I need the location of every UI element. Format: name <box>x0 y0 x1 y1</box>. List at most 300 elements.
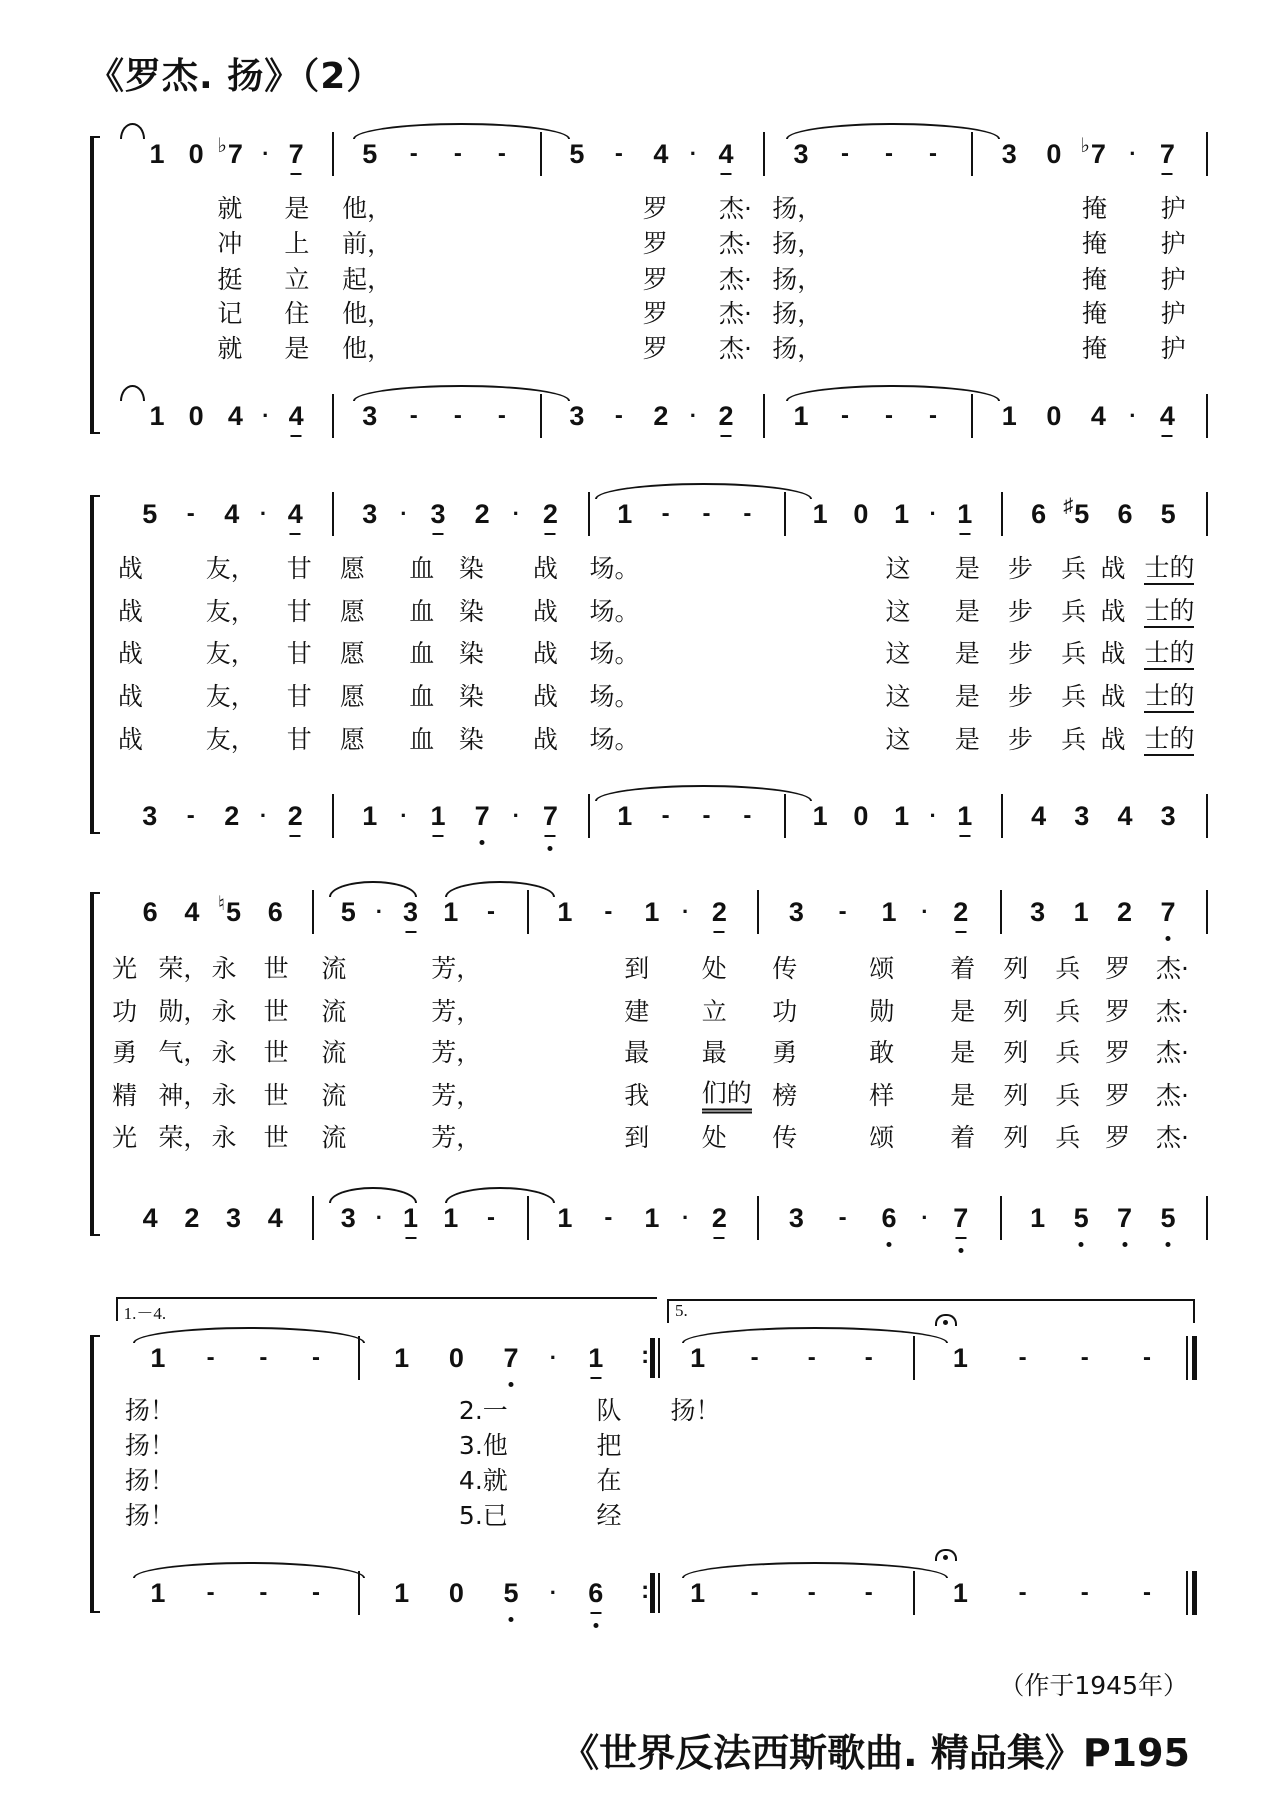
lyric-syllable: 永 <box>211 1080 237 1110</box>
note <box>403 897 418 927</box>
augmentation-dot <box>1129 139 1136 169</box>
fermata-icon <box>935 1549 957 1561</box>
note-digit: 2 <box>474 499 490 530</box>
note-digit: - <box>929 402 938 430</box>
lyric-syllable: 兵 <box>1055 953 1081 983</box>
note <box>217 134 243 169</box>
lyric-syllable: 血 <box>409 682 435 712</box>
lyric-syllable: 士的 <box>1144 596 1194 628</box>
note-digit: - <box>186 500 195 528</box>
lyric-syllable: 友， <box>205 682 256 712</box>
barline <box>757 1196 759 1240</box>
note <box>341 897 356 927</box>
note-digit: - <box>750 1344 759 1372</box>
note <box>226 1203 241 1233</box>
lyric-syllable: 在 <box>596 1465 622 1495</box>
note <box>813 801 828 831</box>
lyric-syllable: 场。 <box>589 724 640 754</box>
lyric-syllable: 芳， <box>431 953 482 983</box>
lyric-syllable: 永 <box>211 1038 237 1068</box>
barline <box>1206 1196 1208 1240</box>
note-digit: 5 <box>569 138 585 169</box>
lyric-syllable: 颂 <box>869 953 895 983</box>
note <box>475 499 490 529</box>
lyric-syllable: 战 <box>1100 553 1126 583</box>
note <box>718 139 733 169</box>
lyric-syllable: 列 <box>1003 1122 1029 1152</box>
barline <box>1001 794 1003 838</box>
lyric-syllable: 流 <box>321 996 347 1026</box>
note-digit: 3 <box>788 1203 804 1234</box>
lyric-syllable: 这 <box>885 639 911 669</box>
note-digit: 4 <box>224 499 240 530</box>
note <box>362 499 377 529</box>
lyric-syllable: 战 <box>117 553 143 583</box>
lyric-syllable: 列 <box>1003 953 1029 983</box>
note <box>953 1203 968 1233</box>
note-digit: 3 <box>569 401 585 432</box>
note-digit: · <box>262 140 270 166</box>
lyric-syllable: 掩 <box>1082 228 1108 258</box>
note-digit: · <box>259 501 268 527</box>
lyric-syllable: 染 <box>458 724 484 754</box>
barline <box>312 890 314 934</box>
lyric-syllable: 扬， <box>772 228 823 258</box>
slur <box>595 483 812 499</box>
note <box>881 1203 896 1233</box>
lyric-syllable: 3.他 <box>458 1431 508 1461</box>
lyric-syllable: 兵 <box>1061 724 1087 754</box>
note-digit: - <box>661 500 670 528</box>
lyric-syllable: 扬！ <box>670 1396 721 1426</box>
note <box>653 401 668 431</box>
note <box>1161 499 1176 529</box>
lyric-syllable: 是 <box>954 553 980 583</box>
note-digit: 1 <box>957 801 973 832</box>
repeat-sign: : <box>641 1576 650 1604</box>
note-digit: 5 <box>1160 499 1176 530</box>
note <box>184 1203 199 1233</box>
note-extension-dash <box>1143 1343 1151 1373</box>
note-digit: 1 <box>617 499 633 530</box>
note-digit: 6 <box>1117 499 1133 530</box>
lyric-syllable: 是 <box>954 724 980 754</box>
note-digit: · <box>689 140 698 166</box>
lyric-syllable: 杰· <box>1156 1122 1189 1152</box>
volta-bracket <box>667 1299 1195 1323</box>
note-digit: 7 <box>288 138 304 169</box>
lyric-syllable: 杰· <box>719 194 752 224</box>
note <box>1160 897 1175 927</box>
slur <box>786 385 1000 401</box>
note-digit: - <box>1080 1578 1089 1606</box>
note <box>1030 897 1045 927</box>
lyric-syllable: 建 <box>624 996 650 1026</box>
sharp-icon: ♯ <box>1063 495 1074 518</box>
lyric-syllable: 甘 <box>286 724 312 754</box>
note-digit: 1 <box>644 1203 660 1234</box>
lyric-syllable: 血 <box>409 553 435 583</box>
lyric-syllable: 步 <box>1008 639 1034 669</box>
note-extension-dash <box>1143 1578 1151 1608</box>
octave-dot-below <box>958 1248 963 1253</box>
lyric-syllable: 友， <box>205 553 256 583</box>
note-digit: - <box>864 1578 873 1606</box>
note-digit: 5 <box>226 897 242 928</box>
lyric-syllable: 5.已 <box>458 1500 508 1530</box>
note-digit: - <box>807 1344 816 1372</box>
note <box>881 897 896 927</box>
slur <box>329 881 416 897</box>
note <box>143 897 158 927</box>
note-digit: 4 <box>653 138 669 169</box>
note-digit: - <box>807 1578 816 1606</box>
note-digit: 5 <box>1073 1203 1089 1234</box>
note-digit: 3 <box>362 499 378 530</box>
lyric-syllable: 敢 <box>869 1038 895 1068</box>
note-digit: 1 <box>149 138 165 169</box>
lyric-syllable: 芳， <box>431 1122 482 1152</box>
lyric-syllable: 扬！ <box>124 1500 175 1530</box>
lyric-syllable: 场。 <box>589 553 640 583</box>
lyric-syllable: 战 <box>532 639 558 669</box>
lyric-syllable: 立 <box>701 996 727 1026</box>
note-digit: - <box>497 402 506 430</box>
lyric-syllable: 战 <box>1100 639 1126 669</box>
note-digit: 7 <box>503 1343 519 1374</box>
lyric-syllable: 场。 <box>589 596 640 626</box>
lyric-syllable: 愿 <box>339 724 365 754</box>
lyric-syllable: 冲 <box>217 228 243 258</box>
lyric-syllable: 掩 <box>1082 334 1108 364</box>
note-digit: 2 <box>184 1203 200 1234</box>
barline <box>588 794 590 838</box>
augmentation-dot <box>376 1203 383 1233</box>
note <box>443 897 458 927</box>
note-digit: 2 <box>542 499 558 530</box>
lyric-syllable: 士的 <box>1144 638 1194 670</box>
note-digit: 0 <box>188 401 204 432</box>
lyric-syllable: 杰· <box>719 228 752 258</box>
note <box>268 897 283 927</box>
lyric-syllable: 士的 <box>1144 553 1194 585</box>
note-digit: - <box>487 1204 496 1232</box>
note <box>150 1578 165 1608</box>
note-digit: 3 <box>1001 138 1017 169</box>
note <box>617 499 632 529</box>
augmentation-dot <box>682 1203 689 1233</box>
note-extension-dash <box>498 139 506 169</box>
lyric-syllable: 是 <box>954 682 980 712</box>
note-extension-dash <box>841 139 849 169</box>
lyric-syllable: 着 <box>950 1122 976 1152</box>
note <box>953 1343 968 1373</box>
lyric-syllable: 他， <box>342 194 393 224</box>
lyric-syllable: 血 <box>409 639 435 669</box>
note-digit: 5 <box>142 499 158 530</box>
augmentation-dot <box>262 401 269 431</box>
octave-dot-below <box>480 840 485 845</box>
note-digit: 3 <box>1160 801 1176 832</box>
note-digit: 6 <box>267 897 283 928</box>
note <box>341 1203 356 1233</box>
barline <box>332 492 334 536</box>
lyric-syllable: 世 <box>263 1080 289 1110</box>
rest <box>189 139 204 169</box>
note-extension-dash <box>487 1203 495 1233</box>
note-extension-dash <box>841 401 849 431</box>
lyric-syllable: 兵 <box>1055 1122 1081 1152</box>
note-digit: 1 <box>149 401 165 432</box>
note <box>289 401 304 431</box>
slur <box>120 385 145 401</box>
note <box>1074 897 1089 927</box>
note <box>394 1343 409 1373</box>
note-digit: - <box>1143 1578 1152 1606</box>
note-digit: - <box>206 1578 215 1606</box>
lyric-syllable: 列 <box>1003 996 1029 1026</box>
octave-dot-below <box>1079 1242 1084 1247</box>
lyric-syllable: 罗 <box>1105 953 1131 983</box>
lyric-syllable: 功 <box>112 996 138 1026</box>
note-digit: 1 <box>443 897 459 928</box>
lyric-syllable: 就 <box>217 334 243 364</box>
note <box>1002 401 1017 431</box>
lyric-syllable: 护 <box>1160 228 1186 258</box>
note-digit: 3 <box>1030 897 1046 928</box>
note <box>1117 897 1132 927</box>
note <box>957 801 972 831</box>
augmentation-dot <box>550 1578 557 1608</box>
lyric-syllable: 流 <box>321 1080 347 1110</box>
note-digit: 4 <box>1031 801 1047 832</box>
note-digit: - <box>312 1578 320 1606</box>
barline <box>332 132 334 176</box>
final-barline <box>1192 1571 1197 1615</box>
lyric-syllable: 是 <box>950 996 976 1026</box>
lyric-syllable: 战 <box>1100 724 1126 754</box>
note-digit: · <box>921 1205 929 1231</box>
note-digit: - <box>409 139 418 167</box>
barline <box>658 1338 660 1378</box>
note-digit: - <box>702 500 711 528</box>
note-digit: - <box>840 139 849 167</box>
lyric-syllable: 战 <box>532 724 558 754</box>
note-digit: 6 <box>142 897 158 928</box>
note-digit: - <box>453 402 462 430</box>
note-extension-dash <box>703 499 711 529</box>
note-digit: - <box>1080 1344 1089 1372</box>
slur <box>682 1327 948 1343</box>
system-bracket <box>90 136 100 434</box>
note <box>431 499 446 529</box>
note-digit: 2 <box>653 401 669 432</box>
note <box>718 401 733 431</box>
rest <box>853 801 868 831</box>
note-digit: 7 <box>474 801 490 832</box>
slur <box>682 1562 948 1578</box>
note <box>712 1203 727 1233</box>
lyric-syllable: 气， <box>158 1038 209 1068</box>
barline <box>650 1338 655 1378</box>
note-digit: 7 <box>1160 897 1176 928</box>
lyric-syllable: 芳， <box>431 1080 482 1110</box>
note <box>1117 499 1132 529</box>
note <box>394 1578 409 1608</box>
note-digit: 5 <box>340 897 356 928</box>
note-digit: 1 <box>793 401 809 432</box>
octave-dot-below <box>1122 1242 1127 1247</box>
lyric-syllable: 血 <box>409 596 435 626</box>
lyric-syllable: 罗 <box>642 264 668 294</box>
system-bracket <box>90 1335 100 1613</box>
note-digit: 6 <box>881 1203 897 1234</box>
lyric-syllable: 扬！ <box>124 1396 175 1426</box>
lyric-syllable: 愿 <box>339 639 365 669</box>
note-digit: 1 <box>690 1343 706 1374</box>
note-digit: 1 <box>690 1577 706 1608</box>
volta-label: 1.－4. <box>123 1304 167 1324</box>
lyric-syllable: 掩 <box>1082 194 1108 224</box>
slur <box>786 123 1000 139</box>
note-extension-dash <box>929 401 937 431</box>
note-digit: - <box>259 1578 268 1606</box>
note-digit: - <box>614 139 623 167</box>
lyric-syllable: 掩 <box>1082 299 1108 329</box>
note <box>1002 139 1017 169</box>
note-extension-dash <box>207 1343 215 1373</box>
barline <box>1000 1196 1002 1240</box>
lyric-syllable: 兵 <box>1061 553 1087 583</box>
note-digit: · <box>549 1579 558 1605</box>
lyric-syllable: 杰· <box>1156 1080 1189 1110</box>
note-digit: 1 <box>952 1577 968 1608</box>
note-digit: 4 <box>184 897 200 928</box>
note <box>143 1203 158 1233</box>
note <box>543 801 558 831</box>
note-extension-dash <box>865 1578 873 1608</box>
slur <box>133 1327 365 1343</box>
note-digit: 1 <box>394 1343 410 1374</box>
note <box>953 897 968 927</box>
note <box>690 1343 705 1373</box>
note <box>953 1578 968 1608</box>
lyric-syllable: 颂 <box>869 1122 895 1152</box>
note <box>1080 134 1106 169</box>
note-digit: - <box>487 898 496 926</box>
lyric-syllable: 列 <box>1003 1080 1029 1110</box>
octave-dot-below <box>509 1617 514 1622</box>
note-extension-dash <box>839 897 847 927</box>
lyric-syllable: 战 <box>532 596 558 626</box>
note <box>1074 801 1089 831</box>
lyric-syllable: 扬， <box>772 194 823 224</box>
note-digit: 3 <box>226 1203 242 1234</box>
note-digit: 1 <box>894 499 910 530</box>
note-digit: 2 <box>287 801 303 832</box>
note-digit: · <box>375 1205 384 1231</box>
note <box>475 801 490 831</box>
lyric-syllable: 染 <box>458 596 484 626</box>
note-digit: - <box>186 802 195 830</box>
lyric-syllable: 荣， <box>158 953 209 983</box>
lyric-syllable: 扬， <box>772 299 823 329</box>
augmentation-dot <box>513 499 520 529</box>
augmentation-dot <box>260 801 267 831</box>
note-digit: 7 <box>227 138 243 169</box>
lyric-syllable: 芳， <box>431 1038 482 1068</box>
note <box>289 139 304 169</box>
barline <box>1206 492 1208 536</box>
lyric-syllable: 场。 <box>589 639 640 669</box>
note-digit: 6 <box>588 1577 604 1608</box>
volta-label: 5. <box>675 1301 688 1321</box>
note-digit: · <box>549 1345 558 1371</box>
note-extension-dash <box>743 499 751 529</box>
lyric-syllable: 步 <box>1008 682 1034 712</box>
lyric-syllable: 士的 <box>1144 681 1194 713</box>
lyric-syllable: 处 <box>701 1122 727 1152</box>
lyric-syllable: 甘 <box>286 639 312 669</box>
lyric-syllable: 兵 <box>1055 1080 1081 1110</box>
note <box>588 1578 603 1608</box>
note-digit: - <box>604 898 613 926</box>
lyric-syllable: 这 <box>885 682 911 712</box>
note-digit: 1 <box>644 897 660 928</box>
lyric-syllable: 杰· <box>719 299 752 329</box>
lyric-syllable: 勋， <box>158 996 209 1026</box>
lyric-syllable: 记 <box>217 299 243 329</box>
lyric-syllable: 传 <box>772 1122 798 1152</box>
augmentation-dot <box>921 1203 928 1233</box>
note-digit: · <box>929 501 937 527</box>
lyric-syllable: 2.一 <box>458 1396 508 1426</box>
note-digit: 1 <box>557 897 573 928</box>
note <box>431 801 446 831</box>
note <box>1074 1203 1089 1233</box>
barline <box>1206 890 1208 934</box>
note-digit: - <box>885 139 893 167</box>
note <box>813 499 828 529</box>
lyric-syllable: 杰· <box>1156 953 1189 983</box>
note-digit: - <box>1143 1344 1152 1372</box>
lyric-syllable: 罗 <box>1105 1038 1131 1068</box>
note-digit: 1 <box>557 1203 573 1234</box>
note-digit: 7 <box>542 801 558 832</box>
note-digit: 4 <box>1117 801 1133 832</box>
note-extension-dash <box>259 1343 267 1373</box>
note <box>362 401 377 431</box>
note <box>653 139 668 169</box>
note <box>217 893 242 928</box>
note-digit: 0 <box>448 1343 464 1374</box>
lyric-syllable: 染 <box>458 682 484 712</box>
note <box>1063 495 1090 530</box>
slur <box>595 785 812 801</box>
note-digit: 2 <box>953 897 969 928</box>
note <box>957 499 972 529</box>
lyric-syllable: 流 <box>321 953 347 983</box>
note <box>1031 499 1046 529</box>
lyric-syllable: 甘 <box>286 553 312 583</box>
lyric-syllable: 甘 <box>286 682 312 712</box>
lyric-syllable: 罗 <box>1105 1122 1131 1152</box>
lyric-syllable: 他， <box>342 299 393 329</box>
note-extension-dash <box>662 499 670 529</box>
octave-dot-below <box>509 1382 514 1387</box>
note <box>557 1203 572 1233</box>
note-extension-dash <box>410 139 418 169</box>
